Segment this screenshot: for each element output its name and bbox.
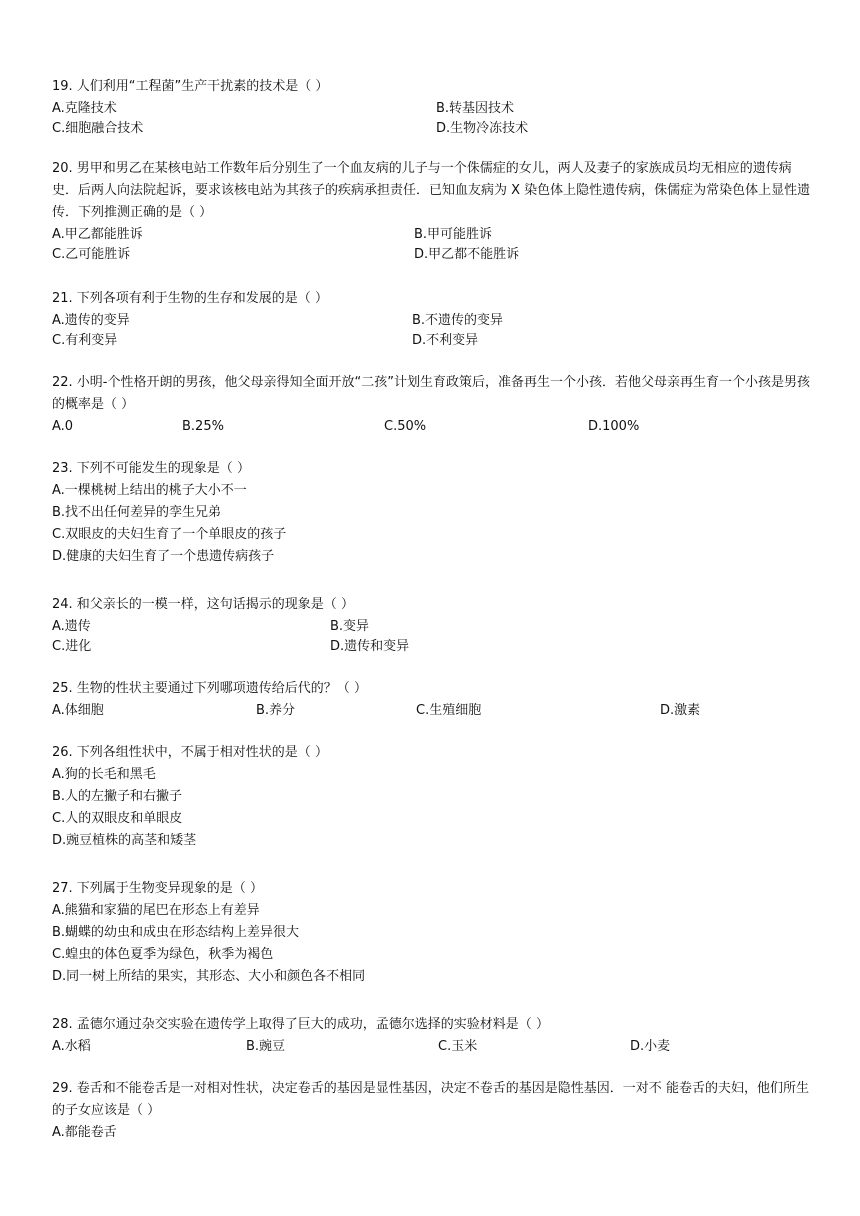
question-22 — [52, 372, 812, 436]
option-b: B.豌豆 — [246, 1039, 286, 1054]
option-row — [52, 98, 812, 118]
option-a: A.狗的长毛和黑毛 — [52, 767, 156, 782]
question-stem: 23. 下列不可能发生的现象是（ ） — [52, 461, 250, 476]
option-a: A.甲乙都能胜诉 — [52, 227, 143, 242]
question-stem: 29. 卷舌和不能卷舌是一对相对性状，决定卷舌的基因是显性基因，决定不卷舌的基因是隐性基因．一对不 能卷舌的夫妇，他们所生的子女应该是（ ） — [52, 1081, 809, 1118]
option-a: A.一棵桃树上结出的桃子大小不一 — [52, 483, 247, 498]
option-c: C.50% — [384, 419, 427, 434]
option-a: A.熊猫和家猫的尾巴在形态上有差异 — [52, 903, 260, 918]
option-d: D.生物冷冻技术 — [436, 121, 529, 136]
question-20 — [52, 158, 812, 264]
option-b: B.养分 — [256, 703, 296, 718]
option-a: A.都能卷舌 — [52, 1125, 117, 1140]
question-23 — [52, 458, 812, 568]
option-d: D.健康的夫妇生育了一个患遗传病孩子 — [52, 549, 275, 564]
question-27 — [52, 878, 812, 988]
option-row — [52, 700, 812, 720]
option-row — [52, 330, 812, 350]
question-stem: 20. 男甲和男乙在某核电站工作数年后分别生了一个血友病的儿子与一个侏儒症的女儿，两人及妻子的家族成员均无相应的遗传病史．后两人向法院起诉，要求该核电站为其孩子的疾病承担责任．已知血友病为 X 染色体上隐性遗传病，侏儒症为常染色体上显性遗传．下列推测正确的是（ ） — [52, 161, 811, 220]
option-a: A.遗传的变异 — [52, 313, 130, 328]
option-a: A.0 — [52, 419, 74, 434]
option-c: C.细胞融合技术 — [52, 121, 144, 136]
question-stem: 26. 下列各组性状中，不属于相对性状的是（ ） — [52, 745, 328, 760]
option-row — [52, 310, 812, 330]
option-b: B.变异 — [330, 619, 370, 634]
option-a: A.遗传 — [52, 619, 91, 634]
option-d: D.小麦 — [630, 1039, 671, 1054]
option-c: C.有利变异 — [52, 333, 118, 348]
option-d: D.同一树上所结的果实，其形态、大小和颜色各不相同 — [52, 969, 366, 984]
question-stem: 27. 下列属于生物变异现象的是（ ） — [52, 881, 263, 896]
option-row — [52, 118, 812, 138]
option-b: B.蝴蝶的幼虫和成虫在形态结构上差异很大 — [52, 925, 300, 940]
question-19 — [52, 76, 812, 138]
option-b: B.不遗传的变异 — [412, 313, 504, 328]
option-c: C.双眼皮的夫妇生育了一个单眼皮的孩子 — [52, 527, 287, 542]
question-stem: 22. 小明-个性格开朗的男孩，他父母亲得知全面开放“二孩”计划生育政策后，准备再生一个小孩．若他父母亲再生育一个小孩是男孩的概率是（ ） — [52, 375, 810, 412]
option-d: D.甲乙都不能胜诉 — [414, 247, 520, 262]
question-stem: 28. 孟德尔通过杂交实验在遗传学上取得了巨大的成功，孟德尔选择的实验材料是（ ） — [52, 1017, 549, 1032]
option-d: D.不利变异 — [412, 333, 479, 348]
option-a: A.克隆技术 — [52, 101, 117, 116]
option-d: D.激素 — [660, 703, 701, 718]
option-c: C.进化 — [52, 639, 92, 654]
option-row — [52, 616, 812, 636]
question-26 — [52, 742, 812, 852]
question-29 — [52, 1078, 812, 1144]
option-b: B.25% — [182, 419, 224, 434]
option-b: B.找不出任何差异的孪生兄弟 — [52, 505, 222, 520]
option-d: D.豌豆植株的高茎和矮茎 — [52, 833, 197, 848]
option-c: C.乙可能胜诉 — [52, 247, 131, 262]
question-stem: 19. 人们利用“工程菌”生产干扰素的技术是（ ） — [52, 79, 329, 94]
question-stem: 21. 下列各项有利于生物的生存和发展的是（ ） — [52, 291, 328, 306]
question-28 — [52, 1014, 812, 1056]
question-24 — [52, 594, 812, 656]
option-c: C.玉米 — [438, 1039, 478, 1054]
option-b: B.人的左撇子和右撇子 — [52, 789, 183, 804]
option-row — [52, 224, 812, 244]
option-b: B.转基因技术 — [436, 101, 515, 116]
option-c: C.蝗虫的体色夏季为绿色，秋季为褐色 — [52, 947, 274, 962]
option-row — [52, 1036, 812, 1056]
option-a: A.体细胞 — [52, 703, 104, 718]
question-stem: 24. 和父亲长的一模一样，这句话揭示的现象是（ ） — [52, 597, 354, 612]
question-21 — [52, 288, 812, 350]
option-c: C.人的双眼皮和单眼皮 — [52, 811, 183, 826]
option-row — [52, 244, 812, 264]
option-d: D.遗传和变异 — [330, 639, 410, 654]
question-stem: 25. 生物的性状主要通过下列哪项遗传给后代的？（ ） — [52, 681, 367, 696]
option-c: C.生殖细胞 — [416, 703, 482, 718]
question-25 — [52, 678, 812, 720]
option-a: A.水稻 — [52, 1039, 91, 1054]
option-row — [52, 416, 812, 436]
option-b: B.甲可能胜诉 — [414, 227, 493, 242]
option-row — [52, 636, 812, 656]
option-d: D.100% — [588, 419, 640, 434]
